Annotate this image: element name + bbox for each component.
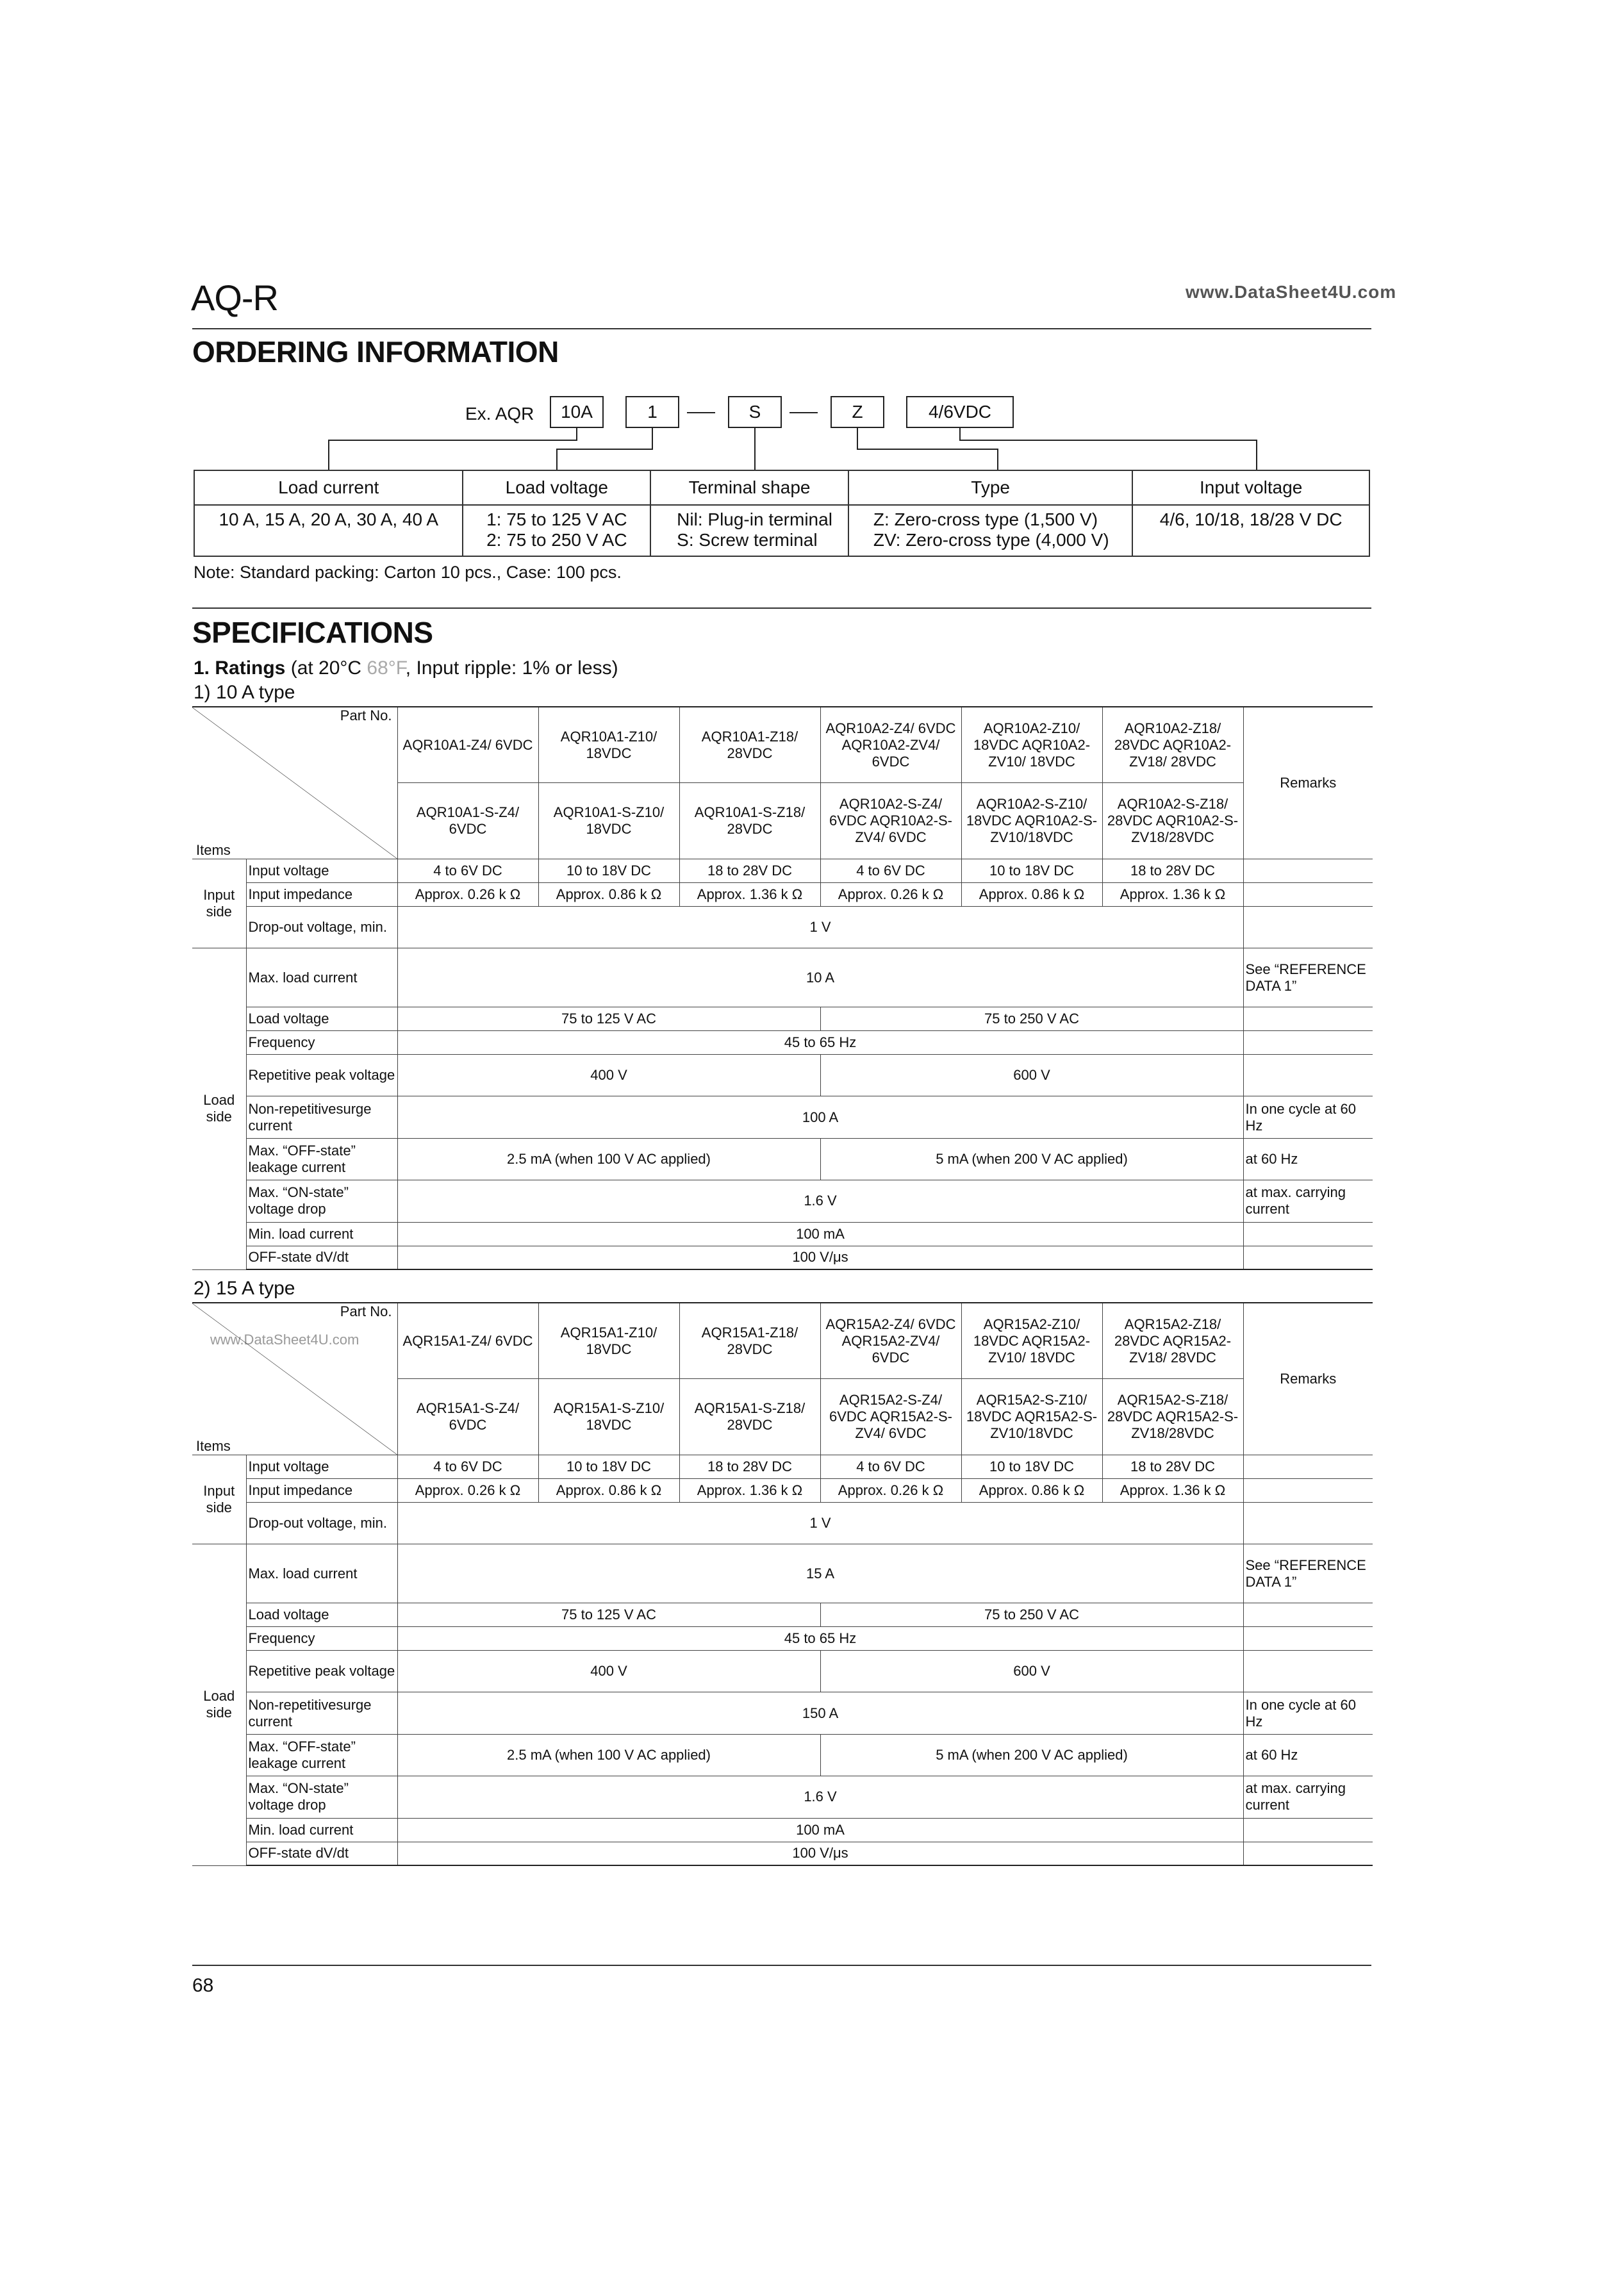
- max-load-remark: See “REFERENCE DATA 1”: [1243, 948, 1373, 1007]
- remark-empty: [1243, 906, 1373, 948]
- col-type: Type: [848, 470, 1132, 505]
- off-leak-remark: at 60 Hz: [1243, 1734, 1373, 1776]
- rep-peak-value: 600 V: [820, 1054, 1243, 1096]
- input-voltage-value: 18 to 28V DC: [1102, 859, 1243, 882]
- dvdt-value: 100 V/μs: [397, 1246, 1243, 1269]
- input-impedance-value: Approx. 1.36 k Ω: [1102, 1478, 1243, 1502]
- part-number: AQR15A2-Z10/ 18VDC AQR15A2-ZV10/ 18VDC: [961, 1303, 1102, 1379]
- part-number-screw: AQR10A1-S-Z10/ 18VDC: [538, 783, 679, 859]
- input-voltage-value: 18 to 28V DC: [1102, 1455, 1243, 1478]
- product-title: AQ-R: [191, 277, 278, 318]
- part-number: AQR10A1-Z4/ 6VDC: [397, 707, 538, 783]
- row-label: Input voltage: [246, 1455, 397, 1478]
- row-label: Max. load current: [246, 1544, 397, 1603]
- on-drop-value: 1.6 V: [397, 1776, 1243, 1818]
- row-label: Repetitive peak voltage: [246, 1054, 397, 1096]
- remark-empty: [1243, 1818, 1373, 1842]
- part-number-screw: AQR10A2-S-Z4/ 6VDC AQR10A2-S-ZV4/ 6VDC: [820, 783, 961, 859]
- val-load-voltage: 1: 75 to 125 V AC 2: 75 to 250 V AC: [463, 505, 650, 556]
- packing-note: Note: Standard packing: Carton 10 pcs., Case: 100 pcs.: [194, 563, 622, 582]
- col-terminal-shape: Terminal shape: [650, 470, 848, 505]
- load-voltage-value: 75 to 250 V AC: [820, 1603, 1243, 1627]
- part-number: AQR15A2-Z4/ 6VDC AQR15A2-ZV4/ 6VDC: [820, 1303, 961, 1379]
- row-label: Frequency: [246, 1626, 397, 1650]
- row-label: Max. “ON-state” voltage drop: [246, 1776, 397, 1818]
- row-label: Non-repetitivesurge current: [246, 1692, 397, 1734]
- dropout-value: 1 V: [397, 1502, 1243, 1544]
- remark-empty: [1243, 1603, 1373, 1627]
- val-load-current: 10 A, 15 A, 20 A, 30 A, 40 A: [194, 505, 463, 556]
- part-number: AQR10A2-Z18/ 28VDC AQR10A2-ZV18/ 28VDC: [1102, 707, 1243, 783]
- row-label: Drop-out voltage, min.: [246, 906, 397, 948]
- input-impedance-value: Approx. 1.36 k Ω: [1102, 882, 1243, 906]
- col-input-voltage: Input voltage: [1132, 470, 1369, 505]
- remarks-header: Remarks: [1243, 1303, 1373, 1455]
- row-label: Drop-out voltage, min.: [246, 1502, 397, 1544]
- input-side-label: Input side: [192, 859, 246, 948]
- input-impedance-value: Approx. 0.26 k Ω: [397, 1478, 538, 1502]
- rep-peak-value: 400 V: [397, 1650, 820, 1692]
- part-number-screw: AQR15A2-S-Z4/ 6VDC AQR15A2-S-ZV4/ 6VDC: [820, 1379, 961, 1455]
- input-impedance-value: Approx. 1.36 k Ω: [679, 1478, 820, 1502]
- row-label: OFF-state dV/dt: [246, 1246, 397, 1269]
- load-voltage-value: 75 to 125 V AC: [397, 1007, 820, 1031]
- header-rule: [192, 328, 1371, 329]
- example-part-input: 4/6VDC: [906, 396, 1014, 428]
- spec-table: [192, 706, 1373, 1270]
- spec-table: [192, 1302, 1373, 1866]
- row-label: Repetitive peak voltage: [246, 1650, 397, 1692]
- input-side-label: Input side: [192, 1455, 246, 1544]
- table-10a-title: 1) 10 A type: [194, 682, 295, 703]
- frequency-value: 45 to 65 Hz: [397, 1030, 1243, 1054]
- max-load-current-value: 15 A: [397, 1544, 1243, 1603]
- row-label: Min. load current: [246, 1818, 397, 1842]
- on-drop-remark: at max. carrying current: [1243, 1180, 1373, 1222]
- part-number-screw: AQR10A2-S-Z18/ 28VDC AQR10A2-S- ZV18/28VDC: [1102, 783, 1243, 859]
- input-impedance-value: Approx. 0.26 k Ω: [397, 882, 538, 906]
- example-part-current: 10A: [550, 396, 604, 428]
- part-number: AQR10A2-Z4/ 6VDC AQR10A2-ZV4/ 6VDC: [820, 707, 961, 783]
- remark-empty: [1243, 1842, 1373, 1865]
- on-drop-remark: at max. carrying current: [1243, 1776, 1373, 1818]
- ordering-table: [194, 470, 1370, 557]
- part-number-screw: AQR15A1-S-Z10/ 18VDC: [538, 1379, 679, 1455]
- page-number: 68: [192, 1975, 214, 1996]
- part-number: AQR15A1-Z18/ 28VDC: [679, 1303, 820, 1379]
- example-label: Ex. AQR: [465, 404, 534, 424]
- rep-peak-value: 600 V: [820, 1650, 1243, 1692]
- input-impedance-value: Approx. 0.86 k Ω: [961, 882, 1102, 906]
- remark-empty: [1243, 1502, 1373, 1544]
- part-number: AQR10A2-Z10/ 18VDC AQR10A2-ZV10/ 18VDC: [961, 707, 1102, 783]
- remark-empty: [1243, 1455, 1373, 1478]
- part-number: AQR10A1-Z18/ 28VDC: [679, 707, 820, 783]
- input-voltage-value: 10 to 18V DC: [961, 859, 1102, 882]
- part-number-screw: AQR15A2-S-Z18/ 28VDC AQR15A2-S- ZV18/28VDC: [1102, 1379, 1243, 1455]
- row-label: Max. “OFF-state” leakage current: [246, 1734, 397, 1776]
- load-side-label: Load side: [192, 1544, 246, 1865]
- remark-empty: [1243, 1030, 1373, 1054]
- section-rule: [192, 607, 1371, 609]
- input-voltage-value: 4 to 6V DC: [397, 859, 538, 882]
- input-impedance-value: Approx. 1.36 k Ω: [679, 882, 820, 906]
- off-leak-remark: at 60 Hz: [1243, 1138, 1373, 1180]
- input-voltage-value: 4 to 6V DC: [397, 1455, 538, 1478]
- surge-remark: In one cycle at 60 Hz: [1243, 1692, 1373, 1734]
- val-terminal-shape: Nil: Plug-in terminal S: Screw terminal: [650, 505, 848, 556]
- example-part-type: Z: [831, 396, 884, 428]
- min-load-value: 100 mA: [397, 1818, 1243, 1842]
- remark-empty: [1243, 1478, 1373, 1502]
- load-side-label: Load side: [192, 948, 246, 1269]
- input-voltage-value: 18 to 28V DC: [679, 1455, 820, 1478]
- input-voltage-value: 4 to 6V DC: [820, 1455, 961, 1478]
- ratings-heading: 1. Ratings (at 20°C 68°F, Input ripple: 1% or less): [194, 657, 618, 679]
- row-label: Frequency: [246, 1030, 397, 1054]
- max-load-current-value: 10 A: [397, 948, 1243, 1007]
- row-label: Non-repetitivesurge current: [246, 1096, 397, 1138]
- part-number-screw: AQR15A1-S-Z18/ 28VDC: [679, 1379, 820, 1455]
- footer-rule: [192, 1965, 1371, 1966]
- part-number: AQR10A1-Z10/ 18VDC: [538, 707, 679, 783]
- row-label: Max. “OFF-state” leakage current: [246, 1138, 397, 1180]
- row-label: Load voltage: [246, 1007, 397, 1031]
- val-input-voltage: 4/6, 10/18, 18/28 V DC: [1132, 505, 1369, 556]
- remark-empty: [1243, 1222, 1373, 1246]
- remark-empty: [1243, 1650, 1373, 1692]
- part-number-screw: AQR10A1-S-Z4/ 6VDC: [397, 783, 538, 859]
- part-number: AQR15A2-Z18/ 28VDC AQR15A2-ZV18/ 28VDC: [1102, 1303, 1243, 1379]
- col-load-current: Load current: [194, 470, 463, 505]
- row-label: Input voltage: [246, 859, 397, 882]
- row-label: Input impedance: [246, 1478, 397, 1502]
- off-leak-value: 2.5 mA (when 100 V AC applied): [397, 1138, 820, 1180]
- ordering-title: ORDERING INFORMATION: [192, 335, 559, 368]
- input-impedance-value: Approx. 0.26 k Ω: [820, 882, 961, 906]
- input-impedance-value: Approx. 0.86 k Ω: [961, 1478, 1102, 1502]
- off-leak-value: 5 mA (when 200 V AC applied): [820, 1138, 1243, 1180]
- max-load-remark: See “REFERENCE DATA 1”: [1243, 1544, 1373, 1603]
- example-part-terminal: S: [728, 396, 782, 428]
- remark-empty: [1243, 882, 1373, 906]
- frequency-value: 45 to 65 Hz: [397, 1626, 1243, 1650]
- rep-peak-value: 400 V: [397, 1054, 820, 1096]
- input-voltage-value: 10 to 18V DC: [538, 859, 679, 882]
- row-label: OFF-state dV/dt: [246, 1842, 397, 1865]
- surge-remark: In one cycle at 60 Hz: [1243, 1096, 1373, 1138]
- dropout-value: 1 V: [397, 906, 1243, 948]
- off-leak-value: 2.5 mA (when 100 V AC applied): [397, 1734, 820, 1776]
- surge-value: 150 A: [397, 1692, 1243, 1734]
- row-label: Min. load current: [246, 1222, 397, 1246]
- dvdt-value: 100 V/μs: [397, 1842, 1243, 1865]
- input-impedance-value: Approx. 0.86 k Ω: [538, 1478, 679, 1502]
- specifications-title: SPECIFICATIONS: [192, 616, 433, 649]
- site-watermark: www.DataSheet4U.com: [1186, 282, 1397, 302]
- datasheet-watermark: www.DataSheet4U.com: [210, 1332, 360, 1348]
- input-voltage-value: 10 to 18V DC: [961, 1455, 1102, 1478]
- part-number-screw: AQR10A1-S-Z18/ 28VDC: [679, 783, 820, 859]
- part-number-screw: AQR15A1-S-Z4/ 6VDC: [397, 1379, 538, 1455]
- on-drop-value: 1.6 V: [397, 1180, 1243, 1222]
- val-type: Z: Zero-cross type (1,500 V) ZV: Zero-cross type (4,000 V): [848, 505, 1132, 556]
- part-items-header: Part No. Items: [192, 707, 397, 859]
- remark-empty: [1243, 859, 1373, 882]
- part-number: AQR15A1-Z4/ 6VDC: [397, 1303, 538, 1379]
- remark-empty: [1243, 1626, 1373, 1650]
- remark-empty: [1243, 1007, 1373, 1031]
- remark-empty: [1243, 1054, 1373, 1096]
- input-impedance-value: Approx. 0.26 k Ω: [820, 1478, 961, 1502]
- load-voltage-value: 75 to 250 V AC: [820, 1007, 1243, 1031]
- input-voltage-value: 10 to 18V DC: [538, 1455, 679, 1478]
- col-load-voltage: Load voltage: [463, 470, 650, 505]
- remark-empty: [1243, 1246, 1373, 1269]
- input-impedance-value: Approx. 0.86 k Ω: [538, 882, 679, 906]
- part-number-screw: AQR10A2-S-Z10/ 18VDC AQR10A2-S- ZV10/18VDC: [961, 783, 1102, 859]
- row-label: Max. load current: [246, 948, 397, 1007]
- off-leak-value: 5 mA (when 200 V AC applied): [820, 1734, 1243, 1776]
- load-voltage-value: 75 to 125 V AC: [397, 1603, 820, 1627]
- row-label: Max. “ON-state” voltage drop: [246, 1180, 397, 1222]
- surge-value: 100 A: [397, 1096, 1243, 1138]
- example-separator: [687, 412, 715, 413]
- min-load-value: 100 mA: [397, 1222, 1243, 1246]
- example-separator: [789, 412, 818, 413]
- input-voltage-value: 18 to 28V DC: [679, 859, 820, 882]
- part-number-screw: AQR15A2-S-Z10/ 18VDC AQR15A2-S- ZV10/18VDC: [961, 1379, 1102, 1455]
- part-items-header: Part No. Items: [192, 1303, 397, 1455]
- example-part-voltage: 1: [625, 396, 679, 428]
- input-voltage-value: 4 to 6V DC: [820, 859, 961, 882]
- row-label: Load voltage: [246, 1603, 397, 1627]
- row-label: Input impedance: [246, 882, 397, 906]
- table-15a-title: 2) 15 A type: [194, 1278, 295, 1299]
- remarks-header: Remarks: [1243, 707, 1373, 859]
- part-number: AQR15A1-Z10/ 18VDC: [538, 1303, 679, 1379]
